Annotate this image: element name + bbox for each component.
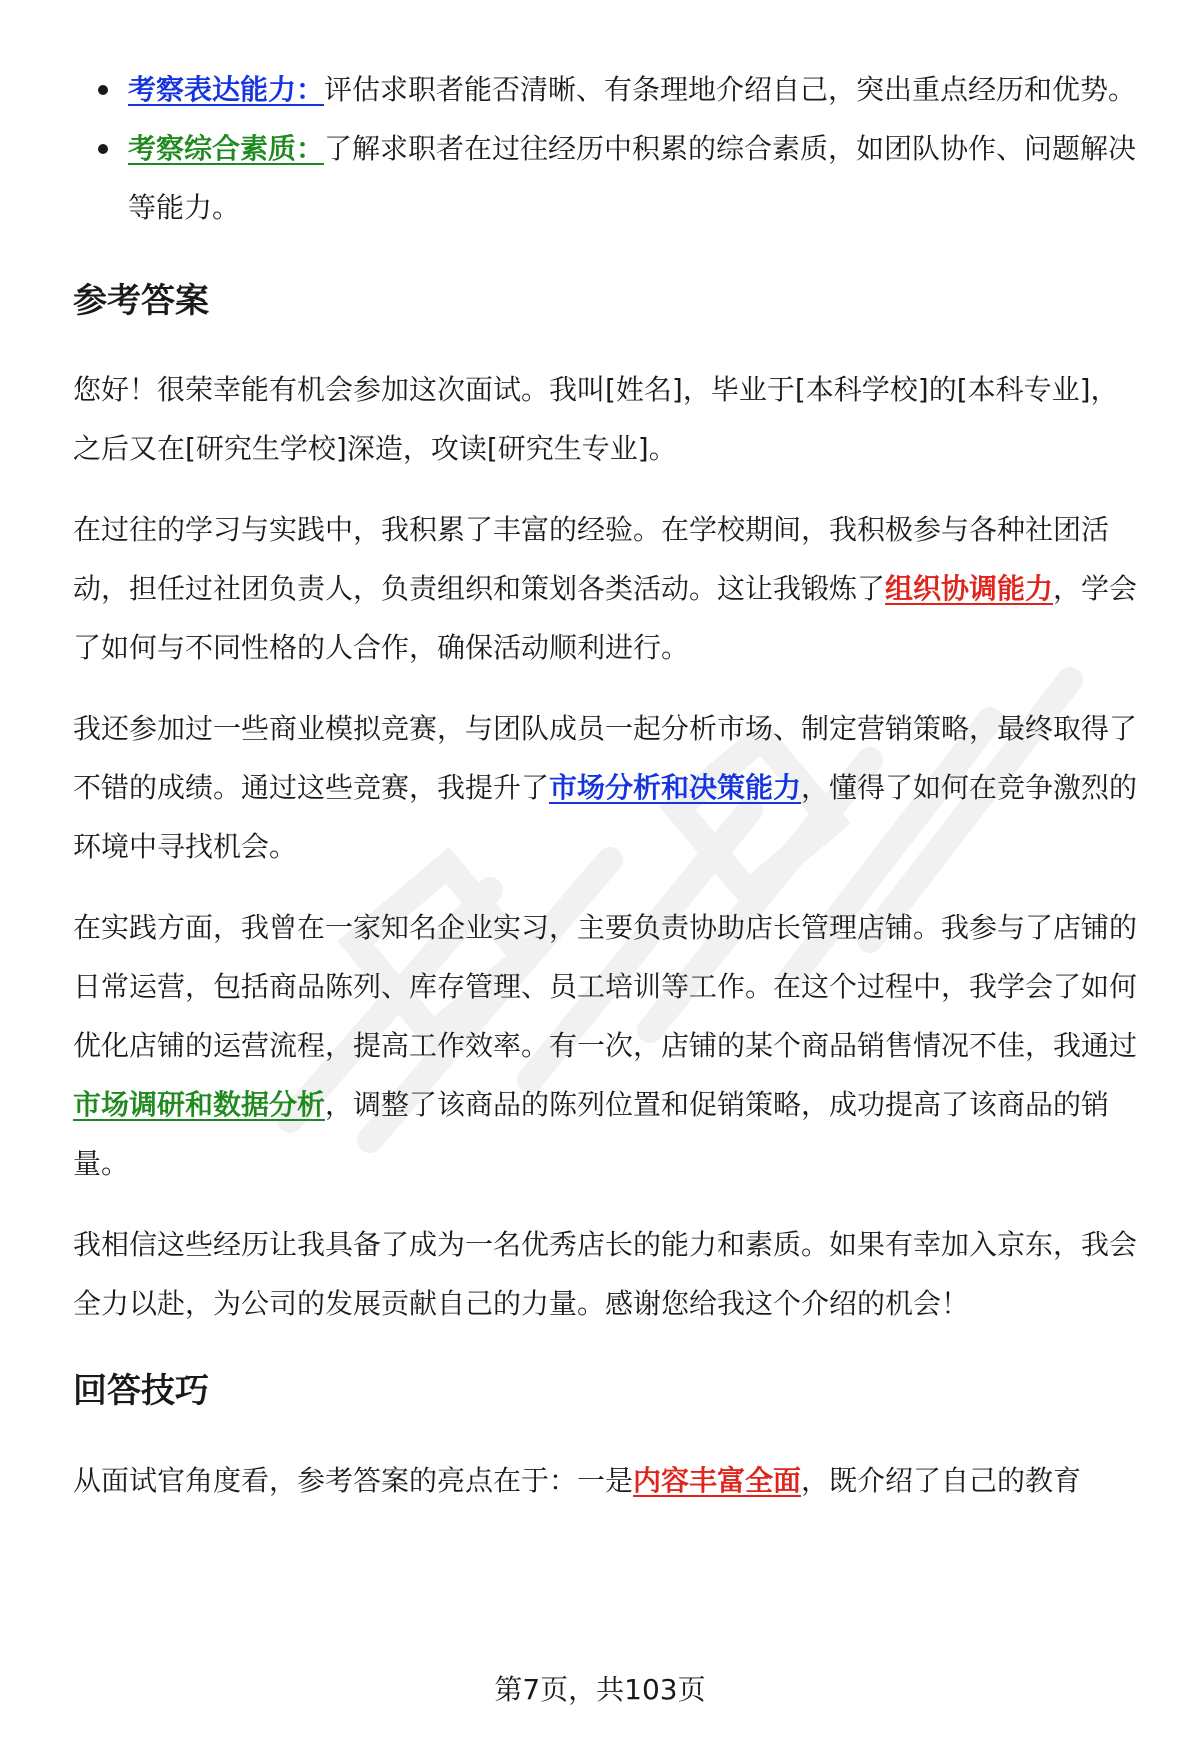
paragraph-text: ，懂得了如何在竞争激烈的环境中寻找机会。 — [73, 771, 1138, 863]
answer-paragraph-experience — [73, 500, 1145, 677]
paragraph-text: 从面试官角度看，参考答案的亮点在于：一是 — [73, 1464, 634, 1497]
paragraph-text: 我还参加过一些商业模拟竞赛，与团队成员一起分析市场、制定营销策略，最终取得了不错的成绩。通过这些竞赛，我提升了 — [73, 712, 1138, 804]
paragraph-text: ，既介绍了自己的教育 — [801, 1464, 1082, 1497]
page-number: 第7页，共103页 — [494, 1673, 706, 1706]
criteria-text: 评估求职者能否清晰、有条理地介绍自己，突出重点经历和优势。 — [324, 73, 1137, 106]
criteria-text: 了解求职者在过往经历中积累的综合素质，如团队协作、问题解决等能力。 — [128, 132, 1137, 224]
highlight-market-analysis: 市场分析和决策能力 — [549, 771, 802, 804]
bullet-icon — [98, 144, 108, 154]
answer-paragraph-closing: 我相信这些经历让我具备了成为一名优秀店长的能力和素质。如果有幸加入京东，我会全力以赴，为公司的发展贡献自己的力量。感谢您给我这个介绍的机会！ — [73, 1228, 1138, 1320]
criteria-list — [73, 60, 1145, 237]
paragraph-text: ，调整了该商品的陈列位置和促销策略，成功提高了该商品的销量。 — [73, 1088, 1110, 1180]
document-page — [73, 60, 1145, 1510]
tips-paragraph — [73, 1451, 1145, 1510]
criteria-item-expression — [73, 60, 1145, 119]
answer-heading: 参考答案 — [73, 281, 209, 321]
highlight-organization: 组织协调能力 — [885, 572, 1054, 605]
answer-paragraph-competition — [73, 699, 1145, 876]
criteria-label: 考察综合素质： — [128, 132, 325, 165]
criteria-label: 考察表达能力： — [128, 73, 325, 106]
paragraph-text: ，学会了如何与不同性格的人合作，确保活动顺利进行。 — [73, 572, 1138, 664]
answer-paragraph-internship — [73, 898, 1145, 1193]
paragraph-text: 在过往的学习与实践中，我积累了丰富的经验。在学校期间，我积极参与各种社团活动，担任过社团负责人，负责组织和策划各类活动。这让我锻炼了 — [73, 513, 1110, 605]
highlight-research: 市场调研和数据分析 — [73, 1088, 326, 1121]
bullet-icon — [98, 85, 108, 95]
paragraph-text: 在实践方面，我曾在一家知名企业实习，主要负责协助店长管理店铺。我参与了店铺的日常运营，包括商品陈列、库存管理、员工培训等工作。在这个过程中，我学会了如何优化店铺的运营流程，提高工作效率。有一次，店铺的某个商品销售情况不佳，我通过 — [73, 911, 1138, 1062]
tips-heading: 回答技巧 — [73, 1371, 209, 1411]
answer-paragraph-intro: 您好！很荣幸能有机会参加这次面试。我叫[姓名]，毕业于[本科学校]的[本科专业]，之后又在[研究生学校]深造，攻读[研究生专业]。 — [73, 373, 1119, 465]
criteria-item-quality — [73, 119, 1145, 237]
highlight-content: 内容丰富全面 — [633, 1464, 802, 1497]
